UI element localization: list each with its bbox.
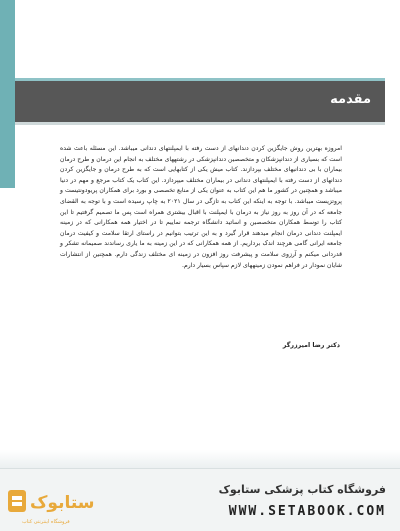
setabook-logo (8, 486, 95, 522)
section-title: مقدمه (330, 92, 371, 107)
logo-subtitle: فروشگاه اینترنتی کتاب (22, 519, 70, 525)
preface-body (60, 144, 342, 271)
store-name: فروشگاه کتاب پزشکی ستابوک (218, 483, 386, 496)
logo-wordmark: ستابوک (30, 493, 95, 513)
author-signature: دکتر رضا امیرزرگر (282, 342, 340, 349)
logo-mark (8, 490, 26, 512)
page-header-band (15, 0, 400, 40)
preface-paragraph: امروزه بهترین روش جایگزین کردن دندانهای از دست رفته با ایمپلنتهای دندانی میباشد. این مسئله باعث شده است که بسیاری از دندانپزشکان و متخصصین دندانپزشکی در رشتههای مختلف به انجام این درمان و طرح درمان بیماران با بی دندانیهای مختلف بپردازند. کتاب میش یکی از کتابهایی است که به طرح درمان و جایگزین کردن دندانهای از دست رفته با ایمپلنتهای دندانی در بیماران مختلف میپردازد. این کتاب یک کتاب مرجع و مهم در دنیا میباشد و همچنین در کشور ما هم این کتاب به عنوان یکی از منابع تخصصی و بورد برای همکاران پریودونتیست و پروتزیست میباشد. با توجه به اینکه این کتاب به تازگی در سال ۲۰۲۱ به چاپ رسیده است و با توجه به القضای جامعه که در آن روز به روز نیاز به درمان با ایمپلنت با اقبال بیشتری همراه است پس ما تصمیم گرفتیم تا این کتاب را توسط همکاران متخصصین و اساتید دانشگاه ترجمه نماییم تا در اختیار همه همکارانی که در زمینه ایمپلنت دندانی درمان انجام میدهند قرار گیرد و به این ترتیب بتوانیم در راستای ارتقا سلامت و کیفیت درمان جامعه ایرانی گامی هرچند اندک برداریم. از همه همکارانی که در این زمینه به ما یاری رساندند صمیمانه تشکر و قدردانی میکنم و آرزوی سلامت و پیشرفت روز افزون در زمینه ای مختلف زندگی دارم. همچنین از انتشارات شایان نمودار در فراهم نمودن زمینههای لازم سپاس بسیار دارم. (60, 145, 342, 269)
side-teal-tab (0, 0, 15, 188)
footer-gradient (0, 450, 400, 470)
title-bar-shadow (15, 122, 385, 125)
section-title-bar (15, 78, 385, 122)
store-url-link[interactable]: WWW.SETABOOK.COM (228, 504, 386, 519)
